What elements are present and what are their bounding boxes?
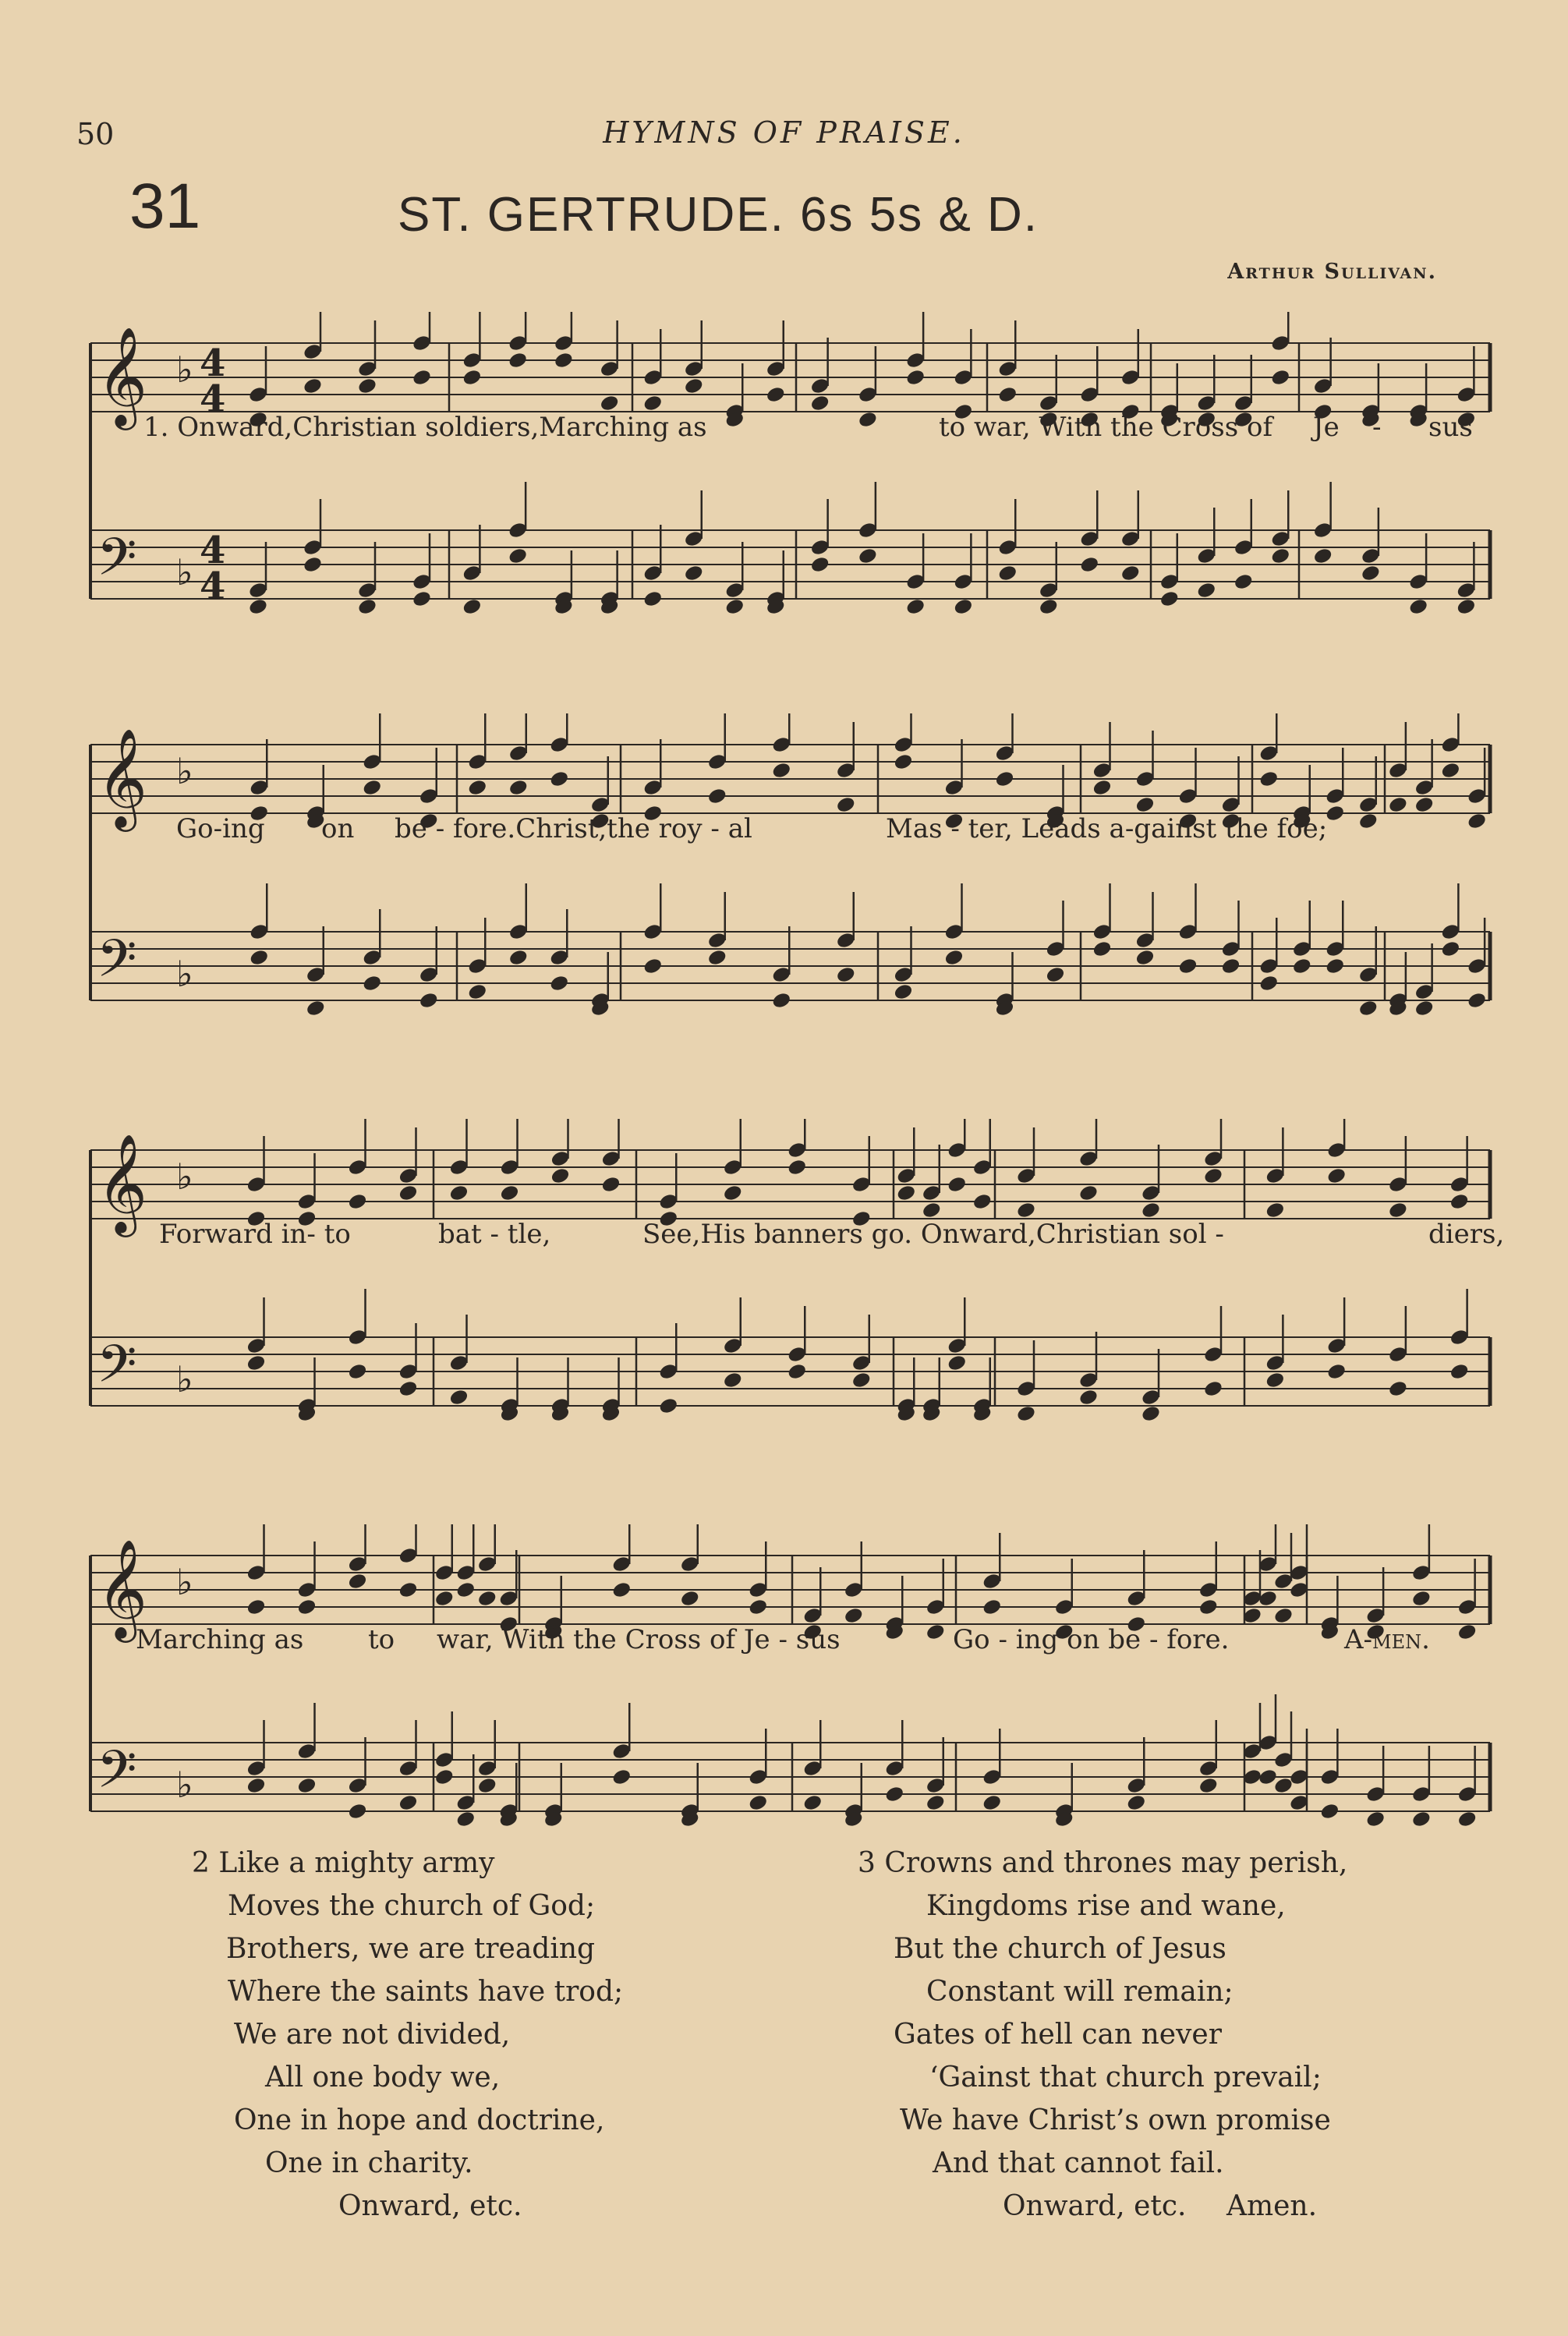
note-head <box>809 394 830 412</box>
note-head <box>1203 1166 1224 1185</box>
lyric-line: Marching as <box>136 1624 304 1655</box>
note-head <box>1326 1166 1347 1185</box>
note-head <box>412 368 433 387</box>
note-head <box>1312 547 1333 565</box>
note-head <box>398 1793 419 1812</box>
treble-clef-icon: 𝄞 <box>97 1538 148 1638</box>
note-head <box>1079 555 1100 574</box>
note-head <box>771 991 792 1010</box>
lyric-line: to war, With the Cross of <box>939 412 1273 443</box>
score-staves <box>75 713 1494 1057</box>
flat-icon: ♭ <box>176 953 193 995</box>
note-head <box>683 564 704 582</box>
note-head <box>947 1354 968 1372</box>
score-staves <box>75 312 1494 655</box>
note-head <box>787 1362 808 1381</box>
lyric-line: war, With the Cross of Je - sus <box>437 1624 841 1655</box>
note-head <box>748 1598 769 1616</box>
verse-line: Constant will remain; <box>926 1976 1234 2008</box>
note-head <box>982 1793 1003 1812</box>
note-head <box>1270 547 1291 565</box>
note-head <box>771 761 792 780</box>
music-system-3 <box>75 1119 1505 1462</box>
note-head <box>362 778 383 797</box>
flat-icon: ♭ <box>176 1764 193 1806</box>
note-head <box>1388 1379 1409 1398</box>
score-staves <box>75 1524 1494 1867</box>
note-head <box>1265 1201 1286 1219</box>
note-head <box>706 787 727 805</box>
time-signature: 4 <box>200 342 226 385</box>
note-head <box>921 1201 942 1219</box>
note-head <box>1414 999 1435 1018</box>
note-head <box>455 1810 476 1828</box>
note-head <box>1325 804 1346 823</box>
note-head <box>905 597 926 616</box>
note-head <box>1045 965 1066 984</box>
note-head <box>462 368 483 387</box>
music-system-4 <box>75 1524 1494 1867</box>
flat-icon: ♭ <box>176 1561 193 1603</box>
note-head <box>843 1606 864 1625</box>
note-head <box>476 1589 497 1608</box>
note-head <box>1134 795 1156 814</box>
verse-line: One in hope and doctrine, <box>234 2104 605 2136</box>
note-head <box>724 597 745 616</box>
note-head <box>347 1802 368 1821</box>
note-head <box>1141 1201 1162 1219</box>
lyric-line: See,His banners go. Onward,Christian sol - <box>642 1219 1224 1250</box>
note-head <box>412 589 433 608</box>
note-head <box>1198 1776 1219 1795</box>
note-head <box>642 957 664 975</box>
note-head <box>1273 1606 1294 1625</box>
note-head <box>1440 761 1461 780</box>
note-head <box>787 1158 808 1177</box>
note-head <box>1220 957 1241 975</box>
lyric-line: sus <box>1428 412 1473 443</box>
note-head <box>1038 597 1059 616</box>
lyric-line: Go - ing on be - fore. <box>953 1624 1230 1655</box>
note-head <box>347 1362 368 1381</box>
note-head <box>611 1580 632 1599</box>
running-head: HYMNS OF PRAISE. <box>603 115 965 150</box>
verse-line: ‘Gainst that church prevail; <box>929 2062 1322 2094</box>
note-head <box>1361 564 1382 582</box>
note-head <box>1319 1802 1340 1821</box>
note-head <box>972 1192 993 1211</box>
verse-line: Kingdoms rise and wane, <box>926 1890 1286 1922</box>
note-head <box>246 1598 267 1616</box>
flat-icon: ♭ <box>176 1358 193 1400</box>
note-head <box>1440 940 1461 958</box>
note-head <box>1467 812 1488 830</box>
lyric-line: - <box>1372 412 1382 443</box>
note-head <box>1126 1793 1147 1812</box>
verse-line: One in charity. <box>265 2147 473 2179</box>
note-head <box>1467 991 1488 1010</box>
note-head <box>508 351 529 370</box>
note-head <box>550 1166 571 1185</box>
note-head <box>549 974 570 993</box>
lyric-line: Mas - ter, Leads a-gainst the foe; <box>886 813 1328 844</box>
note-head <box>554 351 575 370</box>
note-head <box>997 564 1018 582</box>
verse-line: We have Christ’s own promise <box>900 2104 1331 2136</box>
note-head <box>1177 957 1198 975</box>
music-system-1 <box>75 312 1494 655</box>
note-head <box>1365 1810 1386 1828</box>
note-head <box>1357 812 1379 830</box>
note-head <box>683 377 704 395</box>
note-head <box>1198 1598 1219 1616</box>
note-head <box>835 965 856 984</box>
note-head <box>943 948 965 967</box>
bass-clef-icon: 𝄢 <box>97 1334 137 1407</box>
time-signature: 4 <box>200 565 226 608</box>
note-head <box>905 368 926 387</box>
note-head <box>748 1793 769 1812</box>
lyric-line: be - fore.Christ,the roy - al <box>395 813 752 844</box>
note-head <box>1449 1362 1470 1381</box>
note-head <box>1092 940 1113 958</box>
note-head <box>347 1572 368 1591</box>
note-head <box>599 394 620 412</box>
verse-line: And that cannot fail. <box>933 2147 1224 2179</box>
hymn-number: 31 <box>129 171 201 242</box>
note-head <box>1357 999 1379 1018</box>
note-head <box>398 1184 419 1202</box>
treble-clef-icon: 𝄞 <box>97 727 148 827</box>
note-head <box>982 1598 1003 1616</box>
note-head <box>303 377 324 395</box>
note-head <box>1457 1810 1478 1828</box>
note-head <box>947 1175 968 1194</box>
note-head <box>249 948 270 967</box>
note-head <box>303 555 324 574</box>
note-head <box>362 974 383 993</box>
note-head <box>722 1184 743 1202</box>
note-head <box>1388 1201 1409 1219</box>
note-head <box>246 1776 267 1795</box>
note-head <box>600 1175 621 1194</box>
composer: Arthur Sullivan. <box>1227 260 1437 284</box>
note-head <box>462 597 483 616</box>
time-signature: 4 <box>200 377 226 421</box>
note-head <box>246 1354 267 1372</box>
flat-icon: ♭ <box>176 349 193 391</box>
verse-refrain: Onward, etc. <box>1003 2190 1187 2222</box>
treble-clef-icon: 𝄞 <box>97 326 148 426</box>
note-head <box>722 1371 743 1389</box>
note-head <box>893 752 914 771</box>
note-head <box>1291 957 1312 975</box>
note-head <box>434 1589 455 1608</box>
note-head <box>1078 1388 1099 1407</box>
note-head <box>802 1793 823 1812</box>
note-head <box>398 1379 419 1398</box>
note-head <box>1270 368 1291 387</box>
verse-line: 2 Like a mighty army <box>192 1847 495 1879</box>
page-number: 50 <box>76 117 115 151</box>
note-head <box>1016 1201 1037 1219</box>
note-head <box>1449 1192 1470 1211</box>
note-head <box>893 982 914 1001</box>
note-head <box>925 1623 946 1641</box>
verse-line: Where the saints have trod; <box>228 1976 624 2008</box>
verse-2 <box>192 1842 623 2228</box>
note-head <box>296 1776 317 1795</box>
note-head <box>896 1184 917 1202</box>
note-head <box>508 948 529 967</box>
note-head <box>508 547 529 565</box>
verse-line: Gates of hell can never <box>894 2019 1222 2051</box>
note-head <box>765 385 786 404</box>
note-head <box>434 1768 455 1786</box>
lyric-line: Je <box>1313 412 1340 443</box>
note-head <box>357 597 378 616</box>
note-head <box>1326 1362 1347 1381</box>
verse-3 <box>858 1842 1347 2228</box>
note-head <box>467 778 488 797</box>
verse-line: All one body we, <box>265 2062 501 2094</box>
bass-clef-icon: 𝄢 <box>97 929 137 1001</box>
note-head <box>1325 957 1346 975</box>
note-head <box>476 1776 497 1795</box>
note-head <box>1265 1371 1286 1389</box>
note-head <box>305 999 326 1018</box>
note-head <box>1078 1184 1099 1202</box>
note-head <box>611 1768 632 1786</box>
note-head <box>1457 1623 1478 1641</box>
note-head <box>679 1589 700 1608</box>
note-head <box>642 394 664 412</box>
note-head <box>706 948 727 967</box>
note-head <box>1141 1404 1162 1423</box>
lyric-line: on <box>321 813 355 844</box>
note-head <box>925 1793 946 1812</box>
note-head <box>658 1396 679 1415</box>
note-head <box>398 1580 419 1599</box>
note-head <box>997 385 1018 404</box>
note-head <box>1258 1768 1279 1786</box>
lyric-line: bat - tle, <box>438 1219 551 1250</box>
flat-icon: ♭ <box>176 1156 193 1198</box>
lyric-line: 1. Onward,Christian soldiers,Marching as <box>143 412 707 443</box>
note-head <box>858 547 879 565</box>
note-head <box>1411 1810 1432 1828</box>
lyric-line: Forward in- to <box>159 1219 351 1250</box>
note-head <box>809 555 830 574</box>
note-head <box>1233 572 1254 591</box>
note-head <box>1203 1379 1224 1398</box>
verse-line: We are not divided, <box>234 2019 511 2051</box>
time-signature: 4 <box>200 529 226 572</box>
lyric-line: diers, <box>1428 1219 1505 1250</box>
note-head <box>1120 564 1141 582</box>
note-head <box>642 589 664 608</box>
note-head <box>448 1184 469 1202</box>
note-head <box>1258 770 1280 788</box>
flat-icon: ♭ <box>176 551 193 593</box>
note-head <box>296 1598 317 1616</box>
note-head <box>994 770 1015 788</box>
verse-refrain-line <box>858 2185 1347 2228</box>
note-head <box>357 377 378 395</box>
lyric-line: A-men. <box>1344 1624 1430 1655</box>
note-head <box>1388 795 1409 814</box>
note-head <box>347 1192 368 1211</box>
bass-clef-icon: 𝄢 <box>97 527 137 600</box>
note-head <box>884 1785 905 1803</box>
verse-line: But the church of Jesus <box>894 1933 1226 1965</box>
treble-clef-icon: 𝄞 <box>97 1133 148 1233</box>
verse-line: Moves the church of God; <box>228 1890 596 1922</box>
note-head <box>549 770 570 788</box>
flat-icon: ♭ <box>176 750 193 792</box>
note-head <box>418 991 439 1010</box>
note-head <box>499 1184 520 1202</box>
note-head <box>1456 597 1477 616</box>
score-staves <box>75 1119 1494 1462</box>
verse-amen: Amen. <box>1226 2190 1318 2222</box>
note-head <box>1408 597 1429 616</box>
note-head <box>448 1388 469 1407</box>
note-head <box>1414 795 1435 814</box>
note-head <box>835 795 856 814</box>
note-head <box>1273 1776 1294 1795</box>
note-head <box>467 982 488 1001</box>
note-head <box>1258 974 1280 993</box>
note-head <box>851 1371 872 1389</box>
verse-line: 3 Crowns and thrones may perish, <box>858 1847 1348 1879</box>
bass-clef-icon: 𝄢 <box>97 1740 137 1812</box>
note-head <box>1411 1589 1432 1608</box>
lyric-line: to <box>368 1624 395 1655</box>
note-head <box>508 778 529 797</box>
verse-refrain: Onward, etc. <box>338 2190 522 2222</box>
hymn-title: ST. GERTRUDE. 6s 5s & D. <box>398 188 1039 242</box>
lyric-line: Go-ing <box>176 813 265 844</box>
music-system-2 <box>75 713 1494 1057</box>
note-head <box>1092 778 1113 797</box>
note-head <box>248 597 269 616</box>
note-head <box>1134 948 1156 967</box>
verse-line: Brothers, we are treading <box>226 1933 596 1965</box>
note-head <box>455 1580 476 1599</box>
note-head <box>858 410 879 429</box>
note-head <box>953 597 974 616</box>
note-head <box>1196 581 1217 600</box>
note-head <box>1016 1404 1037 1423</box>
note-head <box>1159 589 1180 608</box>
